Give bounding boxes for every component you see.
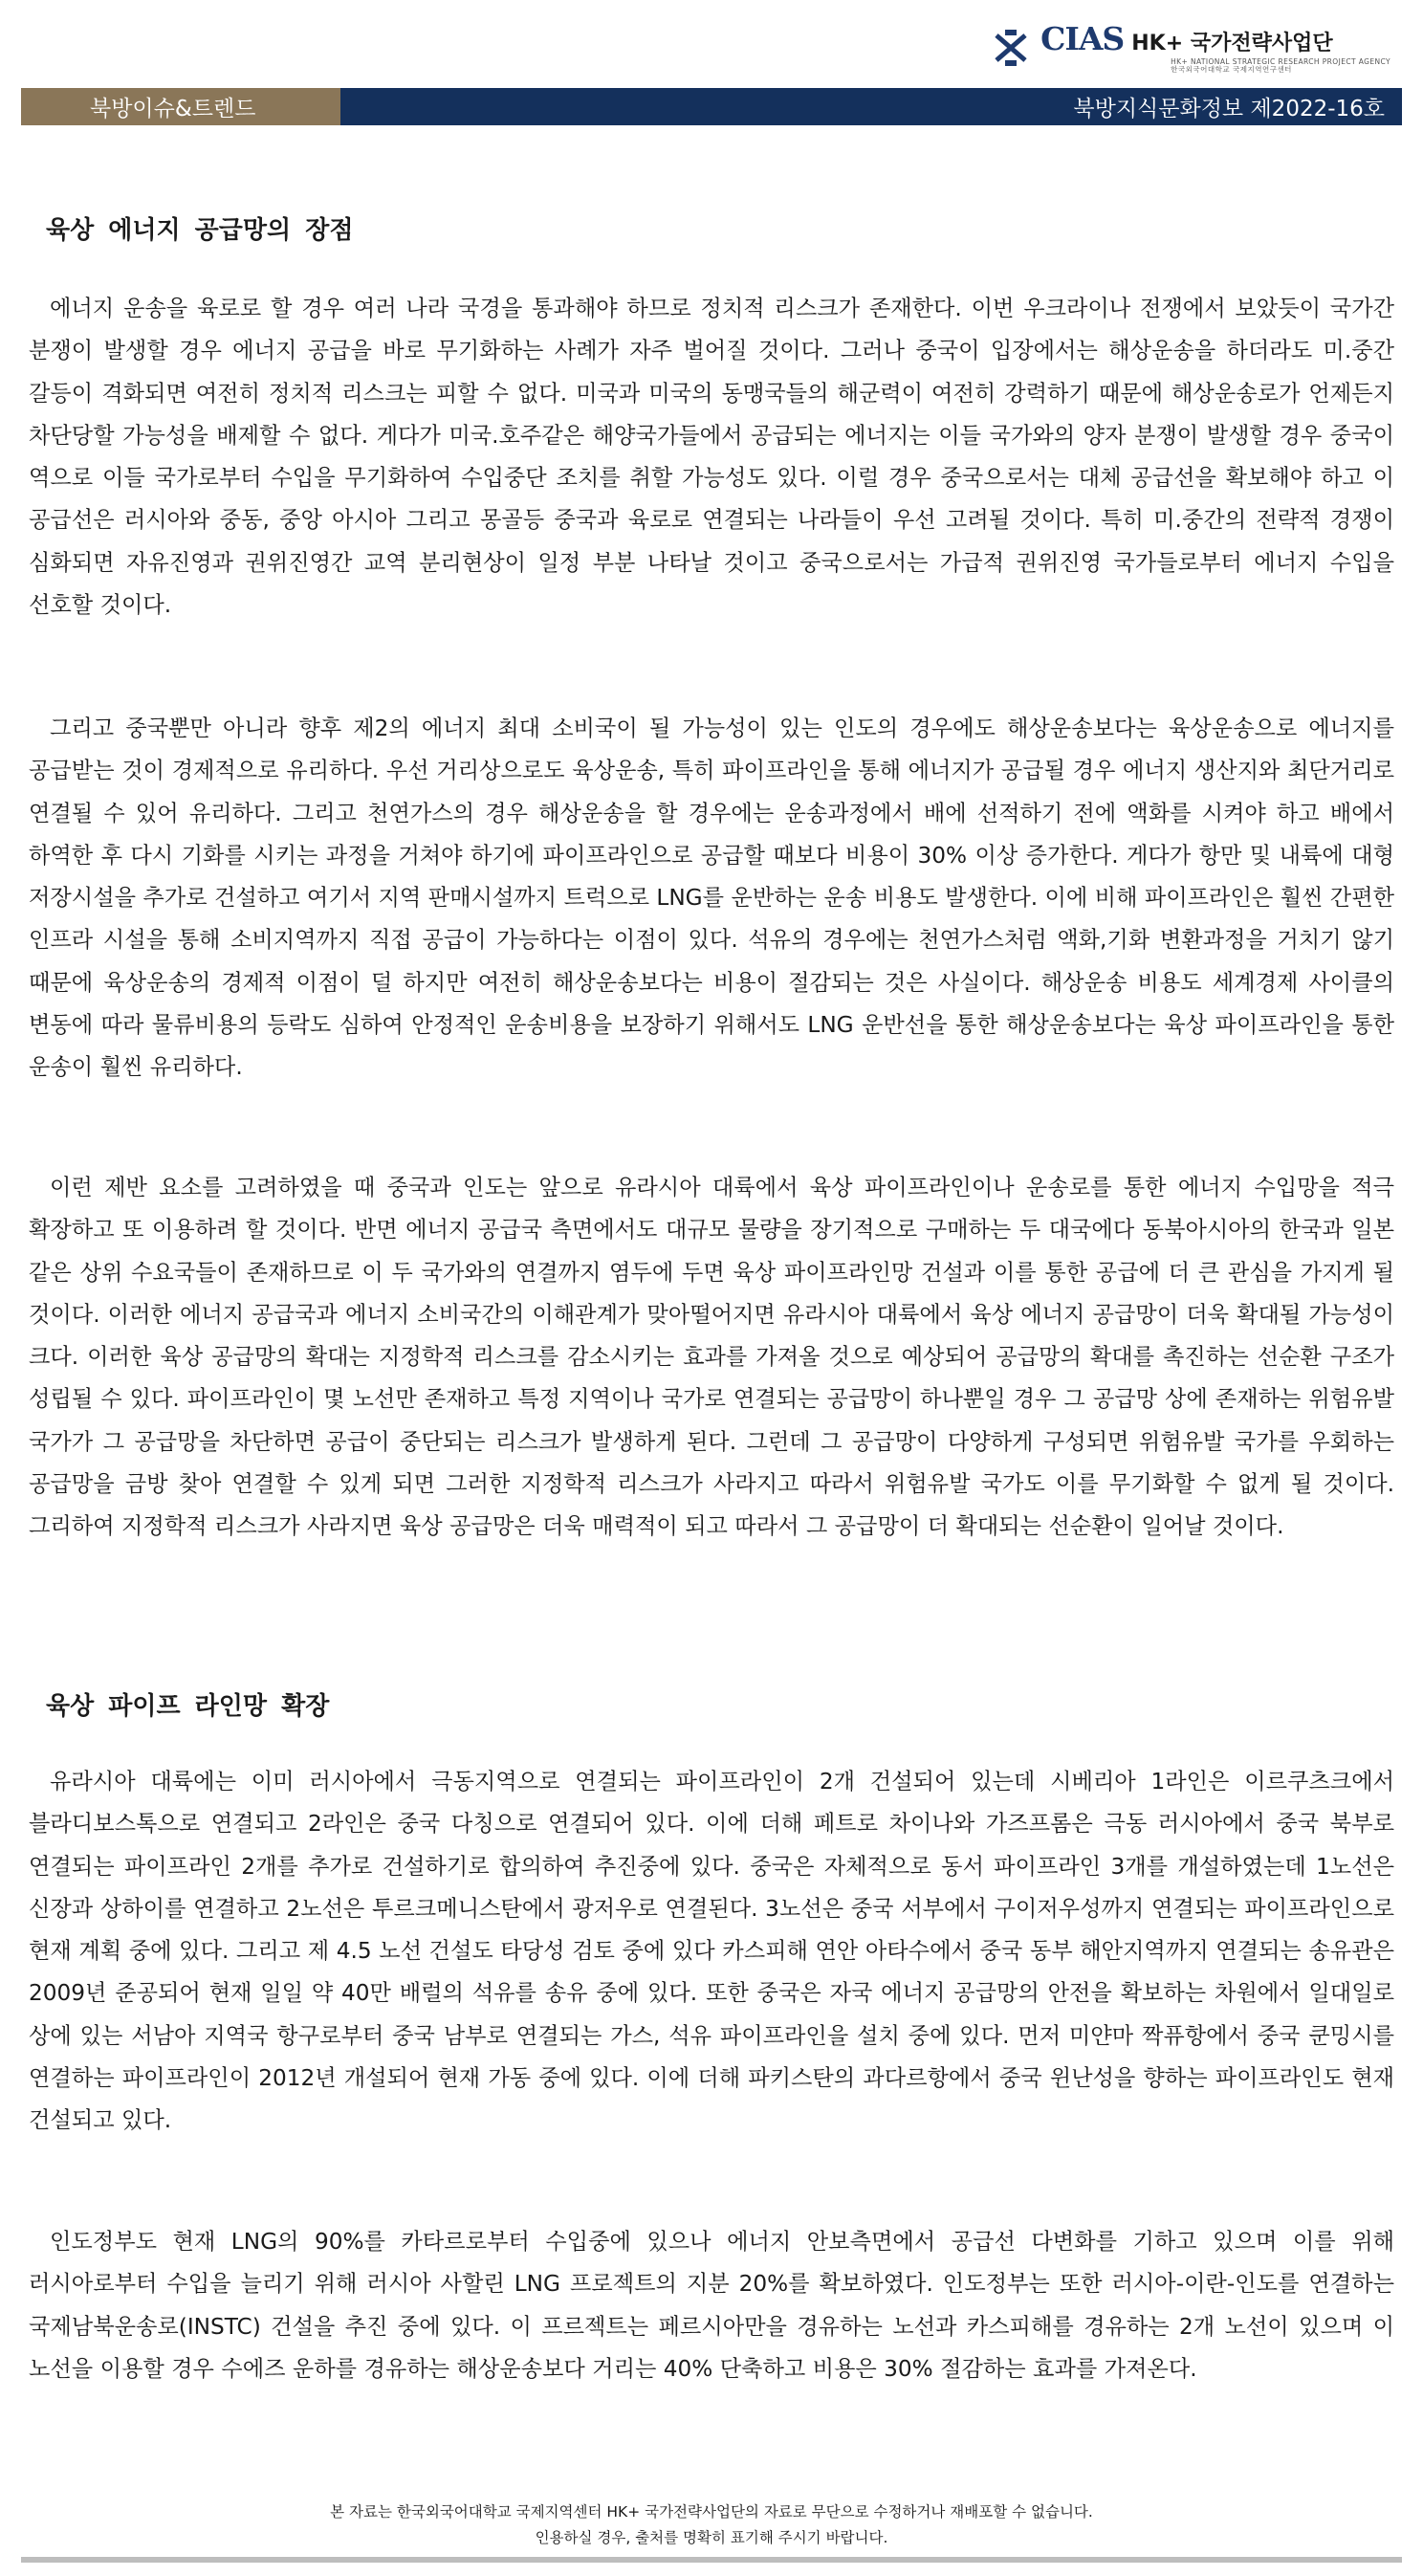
paragraph: 그리고 중국뿐만 아니라 향후 제2의 에너지 최대 소비국이 될 가능성이 있는 인도의 경우에도 해상운송보다는 육상운송으로 에너지를 공급받는 것이 경제적으로 유리하다. 우선 거리상으로도 육상운송, 특히 파이프라인을 통해 에너지가 공급될 경우 에너지 생산지와 최단거리로 연결될 수 있어 유리하다. 그리고 천연가스의 경우 해상운송을 할 경우에는 운송과정에서 배에 선적하기 전에 액화를 시켜야 하고 배에서 하역한 후 다시 기화를 시키는 과정을 거쳐야 하기에 파이프라인으로 공급할 때보다 비용이 30% 이상 증가한다. 게다가 항만 및 내륙에 대형 저장시설을 추가로 건설하고 여기서 지역 판매시설까지 트럭으로 LNG를 운반하는 운송 비용도 발생한다. 이에 비해 파이프라인은 훨씬 간편한 인프라 시설을 통해 소비지역까지 직접 공급이 가능하다는 이점이 있다. 석유의 경우에는 천연가스처럼 액화,기화 변환과정을 거치기 않기 때문에 육상운송의 경제적 이점이 덜 하지만 여전히 해상운송보다는 비용이 절감되는 것은 사실이다. 해상운송 비용도 세계경제 사이클의 변동에 따라 물류비용의 등락도 심하여 안정적인 운송비용을 보장하기 위해서도 LNG 운반선을 통한 해상운송보다는 육상 파이프라인을 통한 운송이 훨씬 유리하다. — [29, 716, 1394, 1081]
logo-subtitle-en: HK+ NATIONAL STRATEGIC RESEARCH PROJECT AGENCY — [1171, 56, 1390, 66]
footer-line-2: 인용하실 경우, 출처를 명확히 표기해 주시기 바랍니다. — [535, 2529, 888, 2546]
footer-notice — [0, 2499, 1423, 2551]
header-bar — [21, 88, 1402, 125]
paragraph: 에너지 운송을 육로로 할 경우 여러 나라 국경을 통과해야 하므로 정치적 리스크가 존재한다. 이번 우크라이나 전쟁에서 보았듯이 국가간 분쟁이 발생할 경우 에너지 공급을 바로 무기화하는 사례가 자주 벌어질 것이다. 그러나 중국이 입장에서는 해상운송을 하더라도 미.중간 갈등이 격화되면 여전히 정치적 리스크는 피할 수 없다. 미국과 미국의 동맹국들의 해군력이 여전히 강력하기 때문에 해상운송로가 언제든지 차단당할 가능성을 배제할 수 없다. 게다가 미국.호주같은 해양국가들에서 공급되는 에너지는 이들 국가와의 양자 분쟁이 발생할 경우 중국이 역으로 이들 국가로부터 수입을 무기화하여 수입중단 조치를 취할 가능성도 있다. 이럴 경우 중국으로서는 대체 공급선을 확보해야 하고 이 공급선은 러시아와 중동, 중앙 아시아 그리고 몽골등 중국과 육로로 연결되는 나라들이 우선 고려될 것이다. 특히 미.중간의 전략적 경쟁이 심화되면 자유진영과 권위진영간 교역 분리현상이 일정 부분 나타날 것이고 중국으로서는 가급적 권위진영 국가들로부터 에너지 수입을 선호할 것이다. — [29, 296, 1394, 619]
series-label: 북방이슈&트렌드 — [21, 88, 340, 125]
logo-abbr: CIAS — [1040, 20, 1125, 57]
cias-logo — [989, 20, 1390, 74]
footer-divider — [21, 2557, 1402, 2563]
paragraph: 이런 제반 요소를 고려하였을 때 중국과 인도는 앞으로 유라시아 대륙에서 육상 파이프라인이나 운송로를 통한 에너지 수입망을 적극 확장하고 또 이용하려 할 것이다. 반면 에너지 공급국 측면에서도 대규모 물량을 장기적으로 구매하는 두 대국에다 동북아시아의 한국과 일본 같은 상위 수요국들이 존재하므로 이 두 국가와의 연결까지 염두에 두면 육상 파이프라인망 건설과 이를 통한 공급에 더 큰 관심을 가지게 될 것이다. 이러한 에너지 공급국과 에너지 소비국간의 이해관계가 맞아떨어지면 유라시아 대륙에서 육상 에너지 공급망이 더욱 확대될 가능성이 크다. 이러한 육상 공급망의 확대는 지정학적 리스크를 감소시키는 효과를 가져올 것으로 예상되어 공급망의 확대를 촉진하는 선순환 구조가 성립될 수 있다. 파이프라인이 몇 노선만 존재하고 특정 지역이나 국가로 연결되는 공급망이 하나뿐일 경우 그 공급망 상에 존재하는 위험유발 국가가 그 공급망을 차단하면 공급이 중단되는 리스크가 발생하게 된다. 그런데 그 공급망이 다양하게 구성되면 위험유발 국가를 우회하는 공급망을 금방 찾아 연결할 수 있게 되면 그러한 지정학적 리스크가 사라지고 따라서 위험유발 국가도 이를 무기화할 수 없게 될 것이다. 그리하여 지정학적 리스크가 사라지면 육상 공급망은 더욱 매력적이 되고 따라서 그 공급망이 더 확대되는 선순환이 일어날 것이다. — [29, 1175, 1394, 1540]
section-heading: 육상 에너지 공급망의 장점 — [46, 216, 354, 245]
logo-subtitle-kr: 한국외국어대학교 국제지역연구센터 — [1171, 64, 1292, 74]
issue-number: 북방지식문화정보 제2022-16호 — [340, 88, 1402, 125]
section-heading: 육상 파이프 라인망 확장 — [46, 1692, 330, 1721]
logo-name: HK+ 국가전략사업단 — [1131, 32, 1333, 55]
paragraph: 유라시아 대륙에는 이미 러시아에서 극동지역으로 연결되는 파이프라인이 2개 건설되어 있는데 시베리아 1라인은 이르쿠츠크에서 블라디보스톡으로 연결되고 2라인은 중국 다칭으로 연결되어 있다. 이에 더해 페트로 차이나와 가즈프롬은 극동 러시아에서 중국 북부로 연결되는 파이프라인 2개를 추가로 건설하기로 합의하여 추진중에 있다. 중국은 자체적으로 동서 파이프라인 3개를 개설하였는데 1노선은 신장과 상하이를 연결하고 2노선은 투르크메니스탄에서 광저우로 연결된다. 3노선은 중국 서부에서 구이저우성까지 연결되는 파이프라인으로 현재 계획 중에 있다. 그리고 제 4.5 노선 건설도 타당성 검토 중에 있다 카스피해 연안 아타수에서 중국 동부 해안지역까지 연결되는 송유관은 2009년 준공되어 현재 일일 약 40만 배럴의 석유를 송유 중에 있다. 또한 중국은 자국 에너지 공급망의 안전을 확보하는 차원에서 일대일로 상에 있는 서남아 지역국 항구로부터 중국 남부로 연결되는 가스, 석유 파이프라인을 설치 중에 있다. 먼저 미얀마 짝퓨항에서 중국 쿤밍시를 연결하는 파이프라인이 2012년 개설되어 현재 가동 중에 있다. 이에 더해 파키스탄의 과다르항에서 중국 윈난성을 향하는 파이프라인도 현재 건설되고 있다. — [29, 1769, 1394, 2134]
footer-line-1: 본 자료는 한국외국어대학교 국제지역센터 HK+ 국가전략사업단의 자료로 무단으로 수정하거나 재배포할 수 없습니다. — [330, 2503, 1093, 2521]
cias-logo-icon — [989, 26, 1033, 70]
paragraph: 인도정부도 현재 LNG의 90%를 카타르로부터 수입중에 있으나 에너지 안보측면에서 공급선 다변화를 기하고 있으며 이를 위해 러시아로부터 수입을 늘리기 위해 러시아 사할린 LNG 프로젝트의 지분 20%를 확보하였다. 인도정부는 또한 러시아-이란-인도를 연결하는 국제남북운송로(INSTC) 건설을 추진 중에 있다. 이 프르젝트는 페르시아만을 경유하는 노선과 카스피해를 경유하는 2개 노선이 있으며 이 노선을 이용할 경우 수에즈 운하를 경유하는 해상운송보다 거리는 40% 단축하고 비용은 30% 절감하는 효과를 가져온다. — [29, 2229, 1394, 2382]
